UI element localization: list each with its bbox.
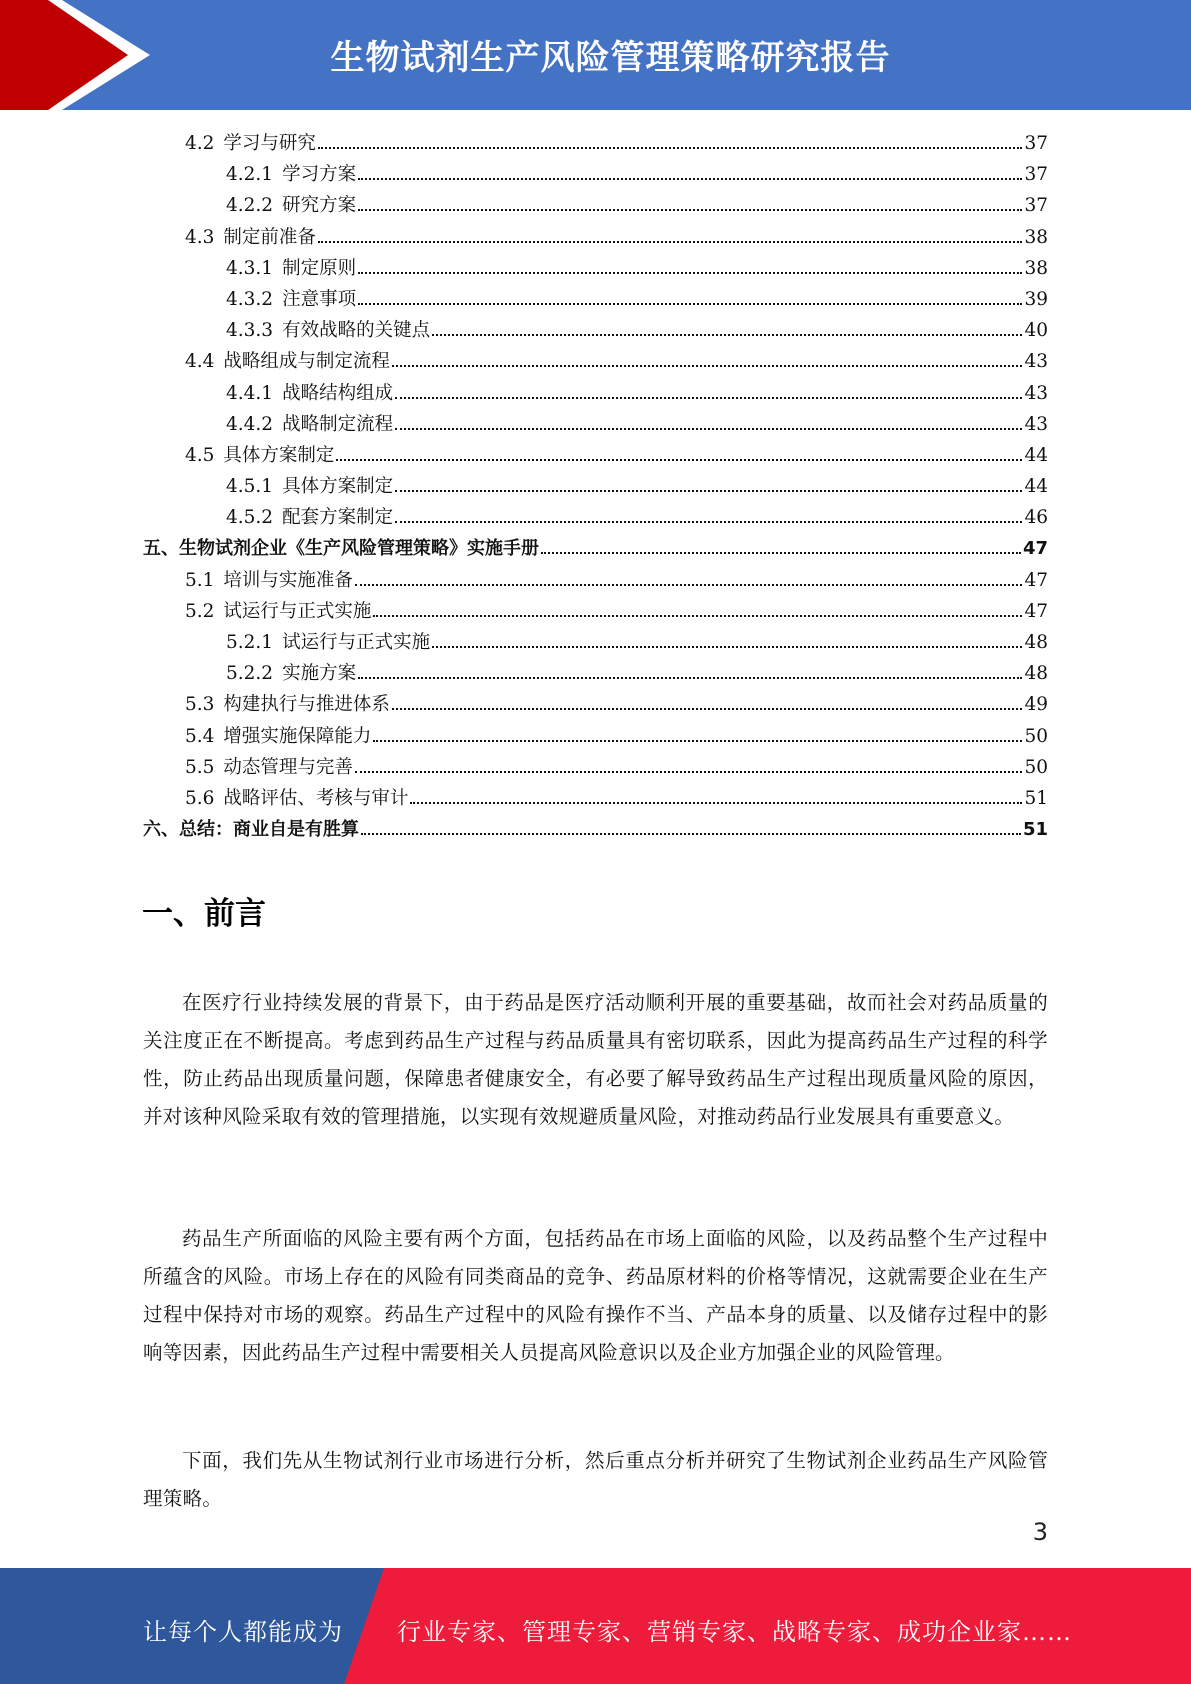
toc-entry[interactable] — [143, 752, 1048, 783]
toc-entry-page: 38 — [1024, 257, 1048, 279]
toc-entry-title: 研究方案 — [282, 195, 357, 217]
toc-entry-page: 37 — [1024, 195, 1048, 217]
page-footer — [0, 1568, 1191, 1684]
toc-entry-title: 培训与实施准备 — [223, 569, 353, 591]
toc-entry[interactable] — [143, 658, 1048, 689]
toc-entry-title: 试运行与正式实施 — [282, 632, 431, 653]
toc-entry[interactable] — [143, 159, 1048, 190]
toc-entry-page: 40 — [1024, 320, 1048, 342]
paragraph: 下面，我们先从生物试剂行业市场进行分析，然后重点分析并研究了生物试剂企业药品生产风险管理策略。 — [143, 1449, 1048, 1510]
toc-dot-leader — [358, 676, 1022, 679]
toc-entry-title: 战略结构组成 — [282, 382, 394, 404]
toc-dot-leader — [392, 707, 1023, 710]
toc-entry[interactable] — [143, 128, 1048, 159]
toc-entry-page: 37 — [1024, 133, 1048, 154]
toc-dot-leader — [358, 302, 1022, 305]
toc-entry-number: 4.2.2 — [226, 195, 274, 217]
toc-dot-leader — [373, 739, 1022, 742]
toc-entry-title: 实施方案 — [282, 663, 357, 685]
toc-entry-number: 5.1 — [185, 569, 215, 591]
toc-entry-number: 4.4.2 — [226, 413, 274, 435]
toc-entry-title: 生物试剂企业《生产风险管理策略》实施手册 — [179, 538, 539, 560]
toc-dot-leader — [358, 208, 1022, 211]
toc-dot-leader — [358, 271, 1022, 274]
toc-dot-leader — [355, 583, 1023, 586]
toc-entry-number: 5.4 — [185, 725, 215, 747]
document-title: 生物试剂生产风险管理策略研究报告 — [330, 38, 891, 78]
toc-entry[interactable] — [143, 689, 1048, 720]
toc-entry-number: 4.3.2 — [226, 288, 274, 310]
toc-entry[interactable] — [143, 190, 1048, 221]
toc-entry-title: 具体方案制定 — [223, 444, 335, 466]
toc-entry-number: 五、 — [143, 538, 179, 560]
toc-entry[interactable] — [143, 533, 1048, 564]
toc-entry-number: 4.5 — [185, 444, 215, 466]
toc-entry-page: 44 — [1024, 476, 1048, 498]
toc-entry-page: 44 — [1024, 444, 1048, 466]
toc-entry-page: 43 — [1024, 351, 1048, 373]
toc-entry-title: 注意事项 — [282, 288, 357, 310]
toc-entry-page: 50 — [1024, 725, 1048, 747]
toc-entry-title: 战略组成与制定流程 — [223, 351, 390, 373]
toc-entry-number: 4.3.3 — [226, 320, 274, 342]
toc-dot-leader — [432, 645, 1022, 648]
toc-dot-leader — [541, 551, 1021, 554]
toc-dot-leader — [355, 770, 1023, 773]
toc-entry-page: 39 — [1024, 288, 1048, 310]
toc-entry-page: 47 — [1024, 600, 1048, 622]
toc-dot-leader — [395, 520, 1022, 523]
toc-entry-number: 六、 — [143, 819, 179, 841]
toc-entry-number: 4.2.1 — [226, 164, 274, 186]
page-number: 3 — [1032, 1518, 1048, 1546]
toc-entry-page: 37 — [1024, 164, 1048, 186]
toc-entry-number: 4.4.1 — [226, 382, 274, 404]
toc-entry-title: 制定前准备 — [223, 226, 316, 248]
toc-entry[interactable] — [143, 814, 1048, 845]
toc-entry-number: 4.3.1 — [226, 257, 274, 279]
toc-entry-title: 增强实施保障能力 — [223, 725, 372, 747]
toc-entry-number: 5.2.2 — [226, 663, 274, 685]
toc-entry-number: 4.5.2 — [226, 507, 274, 529]
toc-dot-leader — [373, 614, 1022, 617]
toc-entry[interactable] — [143, 565, 1048, 596]
toc-entry-page: 46 — [1024, 507, 1048, 529]
paragraph: 在医疗行业持续发展的背景下，由于药品是医疗活动顺利开展的重要基础，故而社会对药品质量的关注度正在不断提高。考虑到药品生产过程与药品质量具有密切联系，因此为提高药品生产过程的科学性，防止药品出现质量问题，保障患者健康安全，有必要了解导致药品生产过程出现质量风险的原因，并对该种风险采取有效的管理措施，以实现有效规避质量风险，对推动药品行业发展具有重要意义。 — [143, 991, 1048, 1128]
footer-slogan-right: 行业专家、管理专家、营销专家、战略专家、成功企业家…… — [397, 1618, 1072, 1646]
toc-entry-page: 48 — [1024, 663, 1048, 685]
toc-dot-leader — [395, 427, 1022, 430]
paragraph: 药品生产所面临的风险主要有两个方面，包括药品在市场上面临的风险，以及药品整个生产过程中所蕴含的风险。市场上存在的风险有同类商品的竞争、药品原材料的价格等情况，这就需要企业在生产过程中保持对市场的观察。药品生产过程中的风险有操作不当、产品本身的质量、以及储存过程中的影响等因素，因此药品生产过程中需要相关人员提高风险意识以及企业方加强企业的风险管理。 — [143, 1227, 1048, 1364]
toc-entry-page: 51 — [1024, 787, 1048, 809]
toc-entry[interactable] — [143, 315, 1048, 346]
toc-dot-leader — [358, 177, 1022, 180]
toc-entry-title: 具体方案制定 — [282, 476, 394, 498]
toc-entry-number: 4.2 — [185, 133, 215, 154]
toc-entry-page: 49 — [1024, 694, 1048, 716]
toc-dot-leader — [410, 801, 1022, 804]
toc-dot-leader — [318, 146, 1023, 149]
toc-entry-number: 4.3 — [185, 226, 215, 248]
toc-entry-title: 构建执行与推进体系 — [223, 694, 390, 716]
section-heading: 一、前言 — [142, 896, 266, 932]
toc-entry-title: 学习方案 — [282, 164, 357, 186]
toc-entry[interactable] — [143, 627, 1048, 658]
toc-entry-number: 5.2 — [185, 600, 215, 622]
toc-entry-number: 5.3 — [185, 694, 215, 716]
toc-entry-title: 有效战略的关键点 — [282, 320, 431, 342]
toc-entry-number: 5.2.1 — [226, 632, 274, 653]
toc-entry[interactable] — [143, 440, 1048, 471]
toc-entry[interactable] — [143, 222, 1048, 253]
toc-entry-number: 5.6 — [185, 787, 215, 809]
toc-entry[interactable] — [143, 409, 1048, 440]
toc-entry[interactable] — [143, 596, 1048, 627]
toc-dot-leader — [395, 396, 1022, 399]
toc-entry-page: 48 — [1024, 632, 1048, 653]
toc-entry-page: 51 — [1022, 819, 1048, 841]
toc-dot-leader — [392, 364, 1023, 367]
toc-entry-title: 动态管理与完善 — [223, 756, 353, 778]
toc-dot-leader — [336, 458, 1022, 461]
toc-entry[interactable] — [143, 253, 1048, 284]
toc-entry-title: 战略评估、考核与审计 — [223, 787, 409, 809]
footer-slogan-left: 让每个人都能成为 — [143, 1618, 343, 1646]
toc-entry[interactable] — [143, 378, 1048, 409]
toc-entry-number: 4.4 — [185, 351, 215, 373]
toc-entry-page: 47 — [1022, 538, 1048, 560]
toc-dot-leader — [395, 489, 1022, 492]
toc-entry[interactable] — [143, 471, 1048, 502]
page-header — [0, 0, 1191, 110]
toc-entry-title: 总结：商业自是有胜算 — [179, 819, 359, 841]
toc-entry-title: 制定原则 — [282, 257, 357, 279]
toc-entry-page: 47 — [1024, 569, 1048, 591]
toc-entry-title: 试运行与正式实施 — [223, 600, 372, 622]
toc-dot-leader — [318, 240, 1023, 243]
toc-entry[interactable] — [143, 284, 1048, 315]
toc-entry-title: 学习与研究 — [223, 133, 316, 154]
toc-dot-leader — [432, 333, 1022, 336]
toc-entry[interactable] — [143, 346, 1048, 377]
toc-entry-page: 43 — [1024, 382, 1048, 404]
toc-entry-page: 38 — [1024, 226, 1048, 248]
toc-entry-number: 5.5 — [185, 756, 215, 778]
toc-entry-page: 50 — [1024, 756, 1048, 778]
toc-entry-title: 战略制定流程 — [282, 413, 394, 435]
toc-entry[interactable] — [143, 721, 1048, 752]
toc-entry-title: 配套方案制定 — [282, 507, 394, 529]
toc-entry[interactable] — [143, 783, 1048, 814]
table-of-contents — [143, 128, 1048, 845]
toc-entry-page: 43 — [1024, 413, 1048, 435]
toc-entry[interactable] — [143, 502, 1048, 533]
toc-entry-number: 4.5.1 — [226, 476, 274, 498]
toc-dot-leader — [361, 832, 1021, 835]
